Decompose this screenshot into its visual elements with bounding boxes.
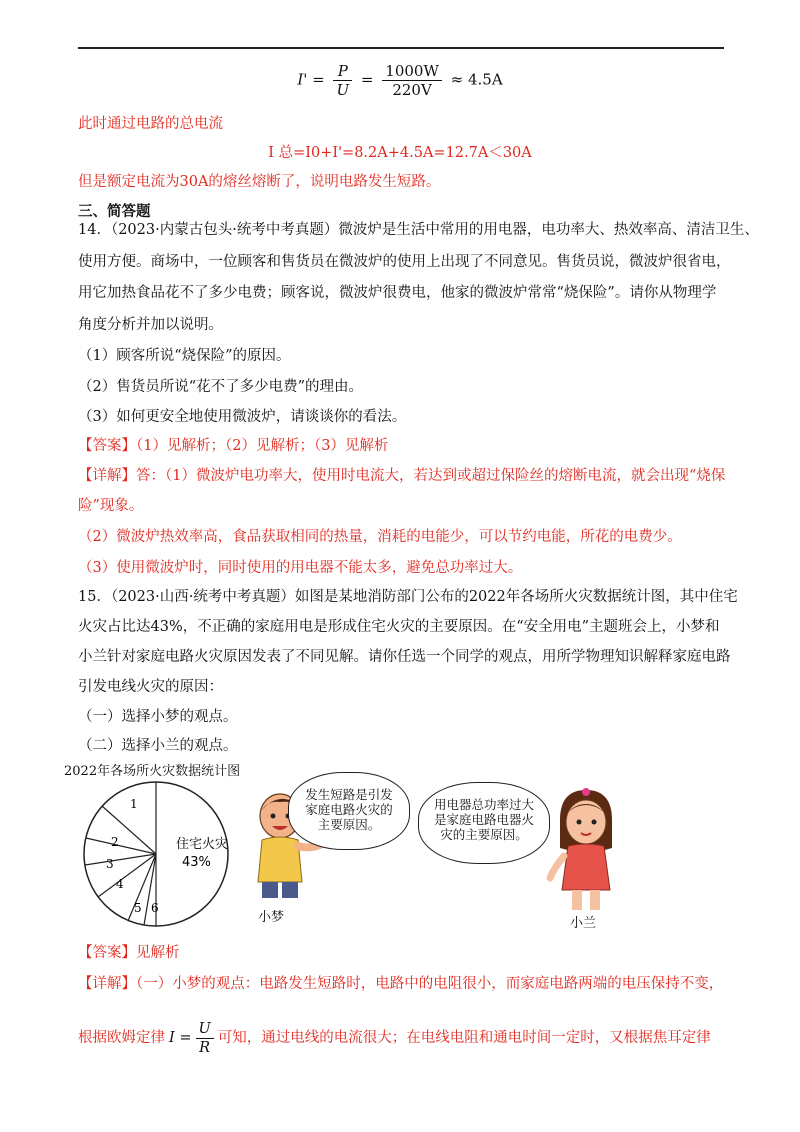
q15-detail-ohm-line: 根据欧姆定律 I = $\frac{U}{R}$ 可知，通过电线的电流很大；在电线电阻和通电时间一定时，又根据焦耳定律 (78, 1020, 711, 1056)
short-circuit-conclusion: 但是额定电流为30A的熔丝熔断了，说明电路发生短路。 (78, 174, 441, 190)
q15-line: 小兰针对家庭电路火灾原因发表了不同见解。请你任选一个同学的观点，用所学物理知识解释家庭电路 (78, 649, 731, 665)
q14-sub-question: （3）如何更安全地使用微波炉，请谈谈你的看法。 (78, 409, 407, 425)
q15-line: 火灾占比达43%，不正确的家庭用电是形成住宅火灾的主要原因。在“安全用电”主题班会上，小梦和 (78, 619, 720, 635)
q14-line: 使用方便。商场中，一位顾客和售货员在微波炉的使用上出现了不同意见。售货员说，微波炉很省电， (78, 254, 731, 270)
pie-label-residential: 住宅火灾 (176, 837, 229, 852)
pie-label-percent: 43% (182, 855, 211, 870)
pie-label: 5 (134, 901, 142, 915)
fire-statistics-figure (64, 760, 728, 940)
q15-detail: 【详解】（一）小梦的观点：电路发生短路时，电路中的电阻很小，而家庭电路两端的电压保持不变， (78, 976, 724, 992)
q14-line: 角度分析并加以说明。 (78, 317, 223, 333)
q14-detail: 险”现象。 (78, 498, 144, 514)
q14-detail: （2）微波炉热效率高，食品获取相同的热量，消耗的电能少，可以节约电能，所花的电费少。 (78, 529, 682, 545)
girl-illustration (546, 786, 626, 916)
q15-answer: 【答案】见解析 (78, 945, 180, 961)
section-title: 三、简答题 (78, 203, 151, 220)
name-xiaomeng: 小梦 (258, 910, 285, 925)
pie-label: 4 (116, 877, 124, 891)
q14-detail: 【详解】答：（1）微波炉电功率大，使用时电流大，若达到或超过保险丝的熔断电流，就会出现“烧保 (78, 468, 726, 484)
q15-option: （二）选择小兰的观点。 (78, 738, 238, 754)
q14-sub-question: （1）顾客所说“烧保险”的原因。 (78, 348, 291, 364)
q14-answer: 【答案】（1）见解析；（2）见解析；（3）见解析 (78, 438, 389, 454)
q14-sub-question: （2）售货员所说“花不了多少电费”的理由。 (78, 379, 364, 395)
pie-label: 3 (106, 857, 114, 871)
q15-line: 引发电线火灾的原因： (78, 679, 223, 695)
formula-power-current: I' = $\frac{P}{U}$ = $\frac{1000W}{220V}$ ≈ 4.5A (297, 62, 503, 99)
pie-chart (78, 780, 238, 930)
q15-line: 15．（2023·山西·统考中考真题）如图是某地消防部门公布的2022年各场所火灾数据统计图，其中住宅 (78, 589, 738, 605)
pie-label: 6 (151, 901, 159, 915)
header-rule (78, 47, 724, 49)
total-current-text: 此时通过电路的总电流 (78, 116, 223, 132)
speech-bubble-xiaomeng: 发生短路是引发 家庭电路火灾的 主要原因。 (288, 772, 410, 850)
q14-line: 用它加热食品花不了多少电费；顾客说，微波炉很费电，他家的微波炉常常“烧保险”。请你从物理学 (78, 285, 717, 301)
q15-option: （一）选择小梦的观点。 (78, 709, 238, 725)
q14-line: 14．（2023·内蒙古包头·统考中考真题）微波炉是生活中常用的用电器，电功率大、热效率高、清洁卫生、 (78, 222, 759, 238)
speech-bubble-xiaolan: 用电器总功率过大 是家庭电路电器火 灾的主要原因。 (418, 782, 550, 864)
total-current-formula: I 总=I0+I'=8.2A+4.5A=12.7A＜30A (268, 145, 532, 161)
q14-detail: （3）使用微波炉时，同时使用的用电器不能太多，避免总功率过大。 (78, 560, 523, 576)
pie-label: 2 (111, 835, 119, 849)
name-xiaolan: 小兰 (570, 916, 597, 931)
figure-caption: 2022年各场所火灾数据统计图 (64, 764, 241, 779)
pie-label: 1 (130, 797, 138, 811)
